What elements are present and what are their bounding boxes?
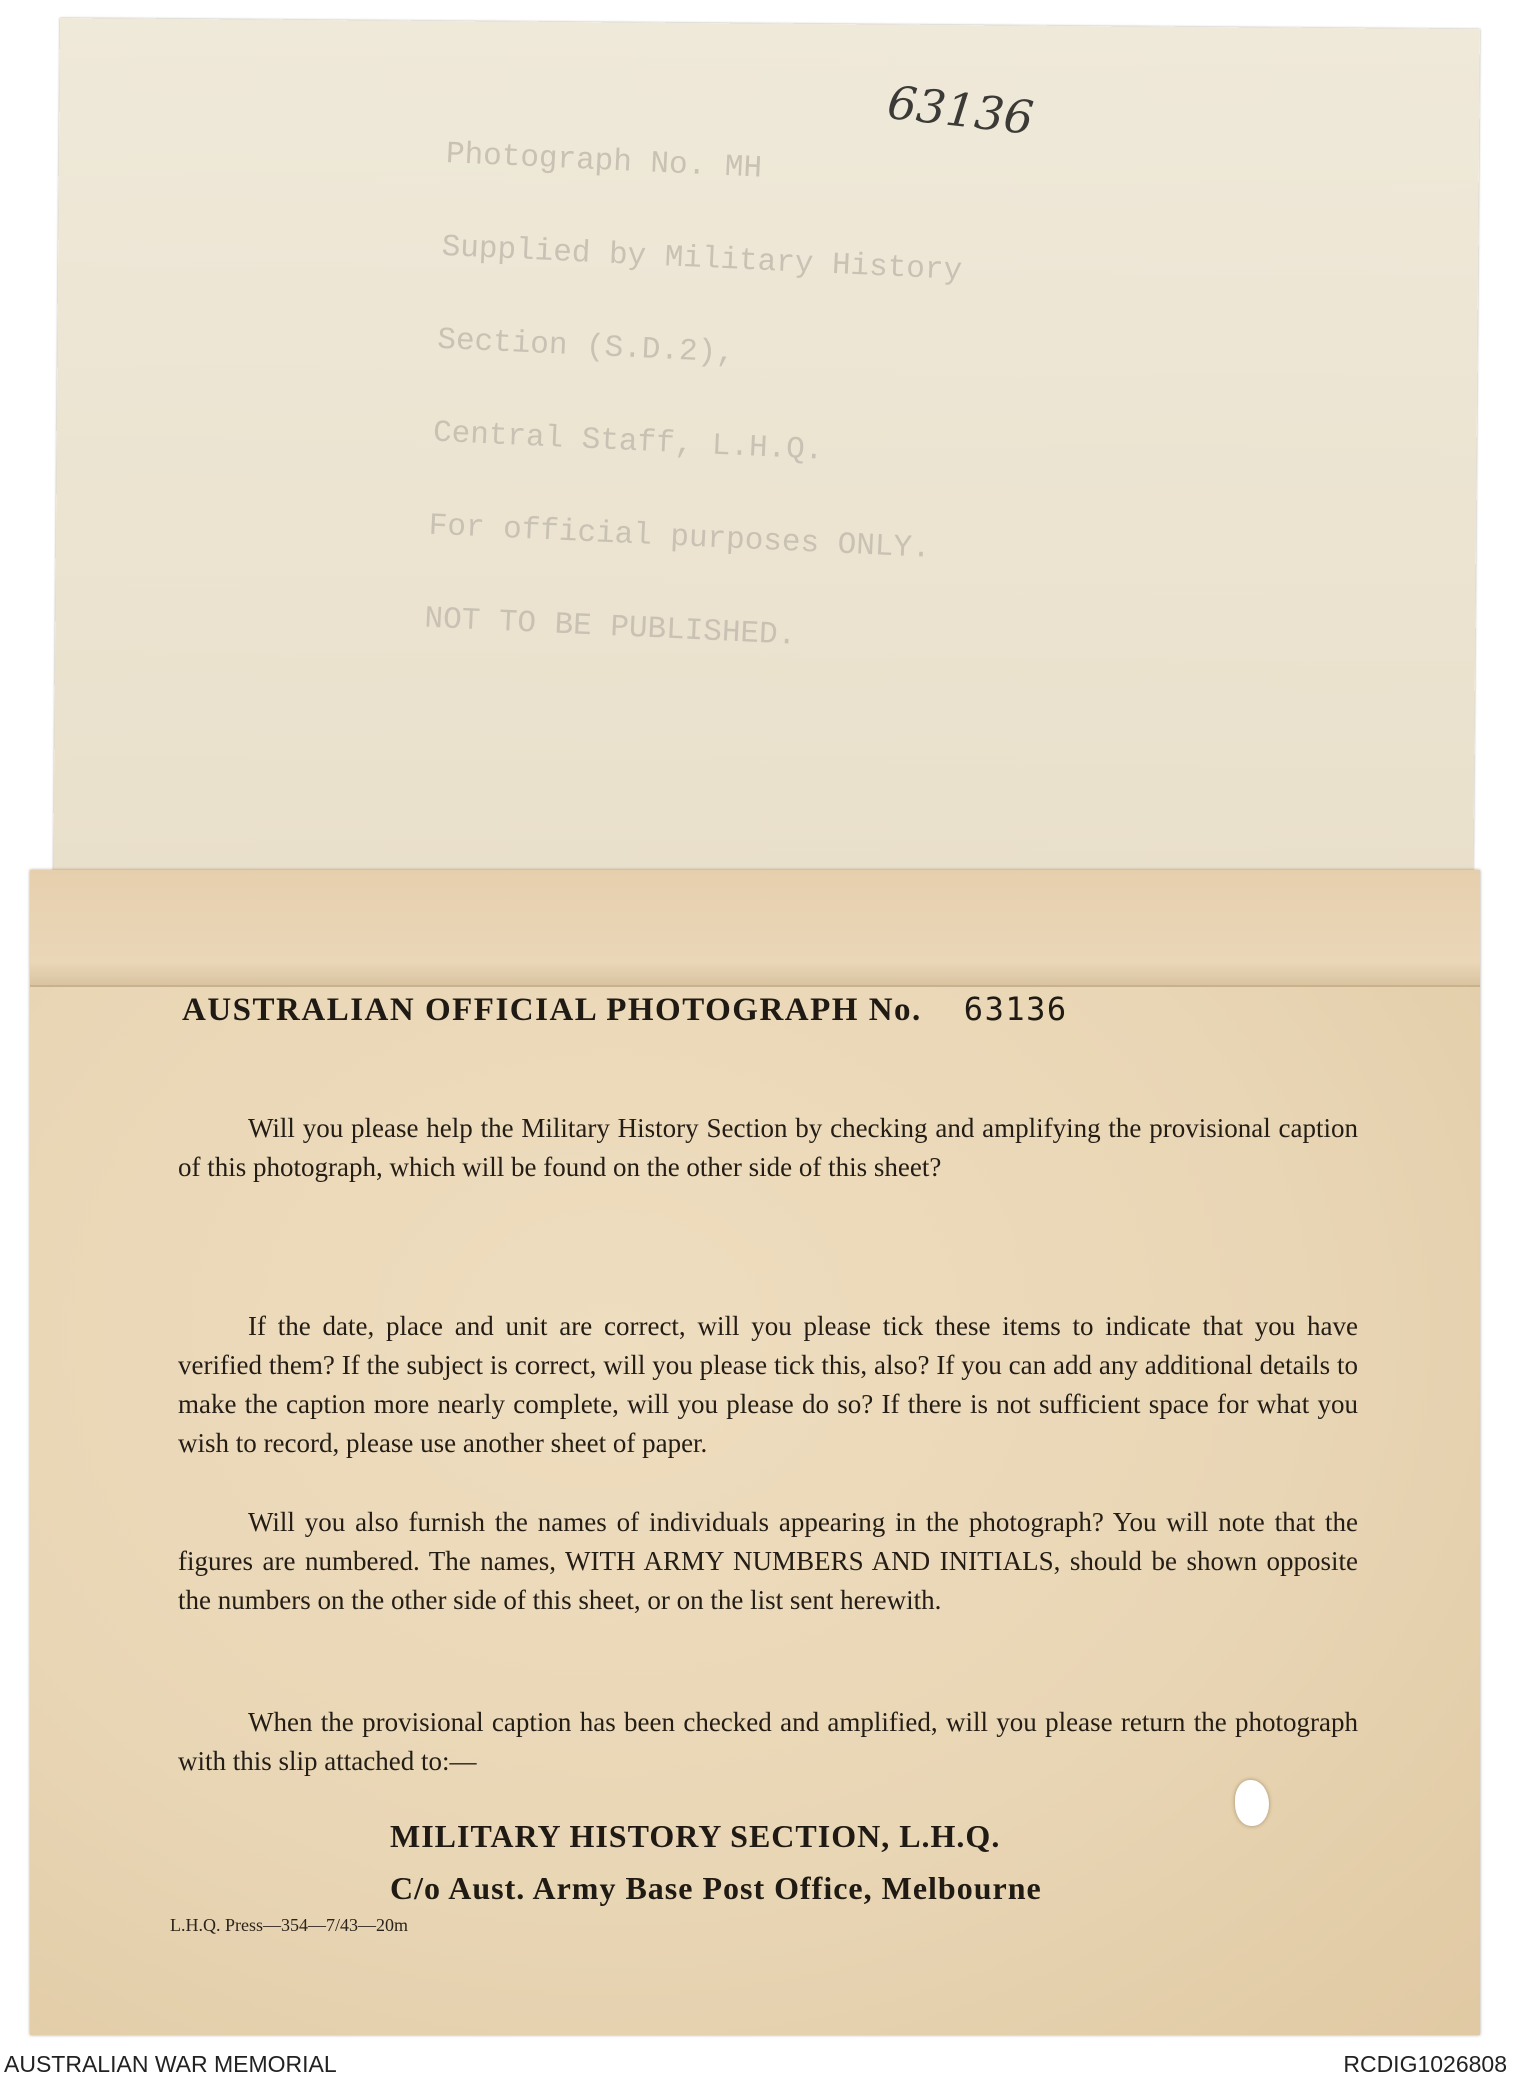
paragraph-return: When the provisional caption has been checked and amplified, will you please return the photograph with this slip attached to:— <box>178 1707 1358 1776</box>
photograph-back <box>53 18 1480 899</box>
caption-request-slip <box>30 870 1480 2035</box>
slip-fold <box>30 870 1480 987</box>
paragraph-verification: If the date, place and unit are correct, will you please tick these items to indicate that you have verified them? If the subject is correct, will you please tick this, also? If you can add any additional details to make the caption more nearly complete, will you please do so? If there is not sufficient space for what you wish to record, please use another sheet of paper. <box>178 1311 1358 1458</box>
footer-record-id: RCDIG1026808 <box>1343 2051 1507 2077</box>
stamp-line: Section (S.D.2), <box>436 322 736 372</box>
address-line-1: MILITARY HISTORY SECTION, L.H.Q. <box>390 1818 1001 1854</box>
stamp-line: Central Staff, L.H.Q. <box>432 415 825 469</box>
footer-credit: AUSTRALIAN WAR MEMORIAL <box>4 2051 337 2077</box>
stamp-line: For official purposes ONLY. <box>427 508 932 567</box>
slip-heading <box>182 990 1382 1029</box>
photo-number: 63136 <box>963 990 1068 1028</box>
handwritten-photo-number: 63136 <box>884 75 1037 146</box>
paper-hole <box>1235 1780 1269 1826</box>
return-address <box>390 1810 1190 1914</box>
stamp-line: NOT TO BE PUBLISHED. <box>423 601 797 654</box>
press-code: L.H.Q. Press—354—7/43—20m <box>170 1915 408 1935</box>
stamp-line: Photograph No. MH <box>445 136 763 187</box>
stamp-line: Supplied by Military History <box>440 229 963 289</box>
paragraph-names: Will you also furnish the names of individuals appearing in the photograph? You will note that the figures are numbered. The names, WITH ARMY NUMBERS AND INITIALS, should be shown opposite the numbers on the other side of this sheet, or on the list sent herewith. <box>178 1507 1358 1615</box>
official-stamp <box>421 77 970 720</box>
address-line-2: C/o Aust. Army Base Post Office, Melbourne <box>390 1870 1042 1906</box>
paragraph-request: Will you please help the Military History Section by checking and amplifying the provisional caption of this photograph, which will be found on the other side of this sheet? <box>178 1113 1358 1182</box>
heading-text: AUSTRALIAN OFFICIAL PHOTOGRAPH No. <box>182 992 922 1028</box>
